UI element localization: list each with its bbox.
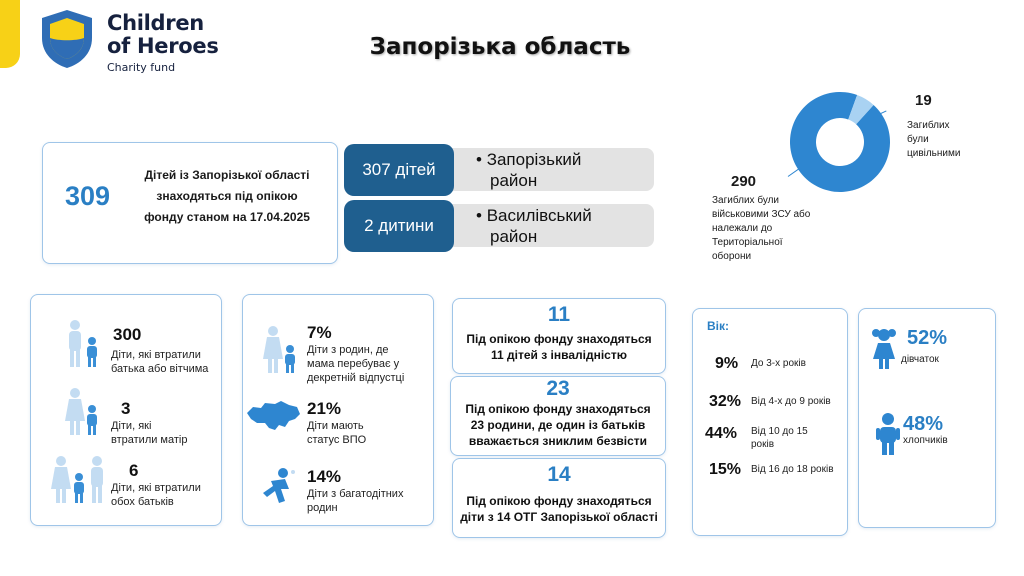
desc-line: втратили матір bbox=[111, 434, 188, 446]
desc-line: декретній відпустці bbox=[307, 372, 405, 384]
mother-child-icon bbox=[261, 325, 301, 375]
lost-father-number: 300 bbox=[113, 325, 142, 344]
lost-mother-desc bbox=[111, 419, 187, 447]
family-status-card bbox=[242, 294, 434, 526]
communities-number: 14 bbox=[547, 463, 571, 486]
civil-label bbox=[907, 119, 960, 161]
age-pct-1: 32% bbox=[709, 393, 742, 410]
logo-line-2: of Heroes bbox=[107, 34, 219, 58]
civil-number: 19 bbox=[915, 92, 932, 109]
age-pct-0: 9% bbox=[715, 355, 739, 372]
civil-label-line: цивільними bbox=[907, 148, 961, 159]
both-parents-child-icon bbox=[51, 455, 111, 505]
district-2-name-box bbox=[440, 204, 654, 247]
donut-military-segment bbox=[790, 92, 890, 192]
military-label-line: військовими ЗСУ або bbox=[712, 209, 811, 220]
summary-text bbox=[127, 165, 327, 228]
military-label-line: оборони bbox=[712, 251, 752, 262]
girl-icon bbox=[871, 327, 897, 369]
large-family-desc bbox=[307, 487, 403, 515]
text-line: Під опікою фонду знаходяться bbox=[466, 494, 652, 508]
boy-icon bbox=[875, 413, 901, 455]
ukraine-map-icon bbox=[245, 399, 301, 435]
military-label-line: Територіальної bbox=[712, 237, 783, 248]
desc-line: Діти, які втратили bbox=[111, 349, 201, 361]
civil-label-line: були bbox=[907, 134, 929, 145]
district-1-count: 307 дітей bbox=[344, 144, 454, 196]
desc-line: Діти, які bbox=[111, 420, 152, 432]
military-number: 290 bbox=[731, 173, 757, 190]
disability-text bbox=[453, 331, 665, 363]
civil-label-line: Загиблих bbox=[907, 120, 950, 131]
age-title: Вік: bbox=[707, 319, 730, 333]
summary-number: 309 bbox=[65, 181, 111, 211]
lost-both-desc bbox=[111, 481, 201, 509]
text-line: 23 родини, де один із батьків bbox=[470, 418, 646, 432]
idp-status-pct: 21% bbox=[307, 399, 342, 418]
summary-text-line: фонду станом на 17.04.2025 bbox=[144, 210, 310, 224]
lost-father-desc bbox=[111, 348, 208, 376]
text-line: 11 дітей з інвалідністю bbox=[491, 348, 627, 362]
summary-text-line: знаходяться під опікою bbox=[156, 189, 298, 203]
military-label-line: Загиблих були bbox=[712, 195, 780, 206]
desc-line: Діти мають bbox=[307, 420, 364, 432]
communities-text bbox=[453, 493, 665, 525]
desc-line: Діти з багатодітних bbox=[307, 488, 404, 500]
age-label-line: років bbox=[751, 439, 775, 450]
lost-parents-card bbox=[30, 294, 222, 526]
text-line: Під опікою фонду знаходяться bbox=[466, 332, 652, 346]
summary-text-line: Дітей із Запорізької області bbox=[144, 168, 310, 182]
disability-card bbox=[452, 298, 666, 374]
desc-line: Діти з родин, де bbox=[307, 344, 389, 356]
district-2-count: 2 дитини bbox=[344, 200, 454, 252]
missing-parent-card bbox=[450, 376, 666, 456]
district-name-line: Запорізький bbox=[486, 150, 582, 169]
missing-parent-number: 23 bbox=[546, 377, 570, 400]
age-label-0: До 3-х років bbox=[751, 358, 806, 369]
age-label-2 bbox=[751, 425, 808, 451]
girls-label: дівчаток bbox=[901, 354, 939, 365]
age-card bbox=[692, 308, 848, 536]
maternity-leave-desc bbox=[307, 343, 404, 385]
text-line: Під опікою фонду знаходяться bbox=[465, 402, 651, 416]
age-pct-2: 44% bbox=[705, 425, 738, 442]
district-name-line: район bbox=[490, 171, 538, 190]
running-child-icon bbox=[259, 467, 299, 507]
desc-line: обох батьків bbox=[111, 496, 174, 508]
page-title: Запорізька область bbox=[369, 34, 631, 60]
lost-both-number: 6 bbox=[129, 461, 139, 480]
logo-line-1: Children bbox=[107, 11, 204, 35]
missing-parent-text bbox=[451, 401, 665, 449]
communities-card bbox=[452, 458, 666, 538]
desc-line: мама перебуває у bbox=[307, 358, 400, 370]
district-1-name-box bbox=[440, 148, 654, 191]
district-2-name bbox=[476, 205, 592, 247]
age-label-line: Від 10 до 15 bbox=[751, 426, 808, 437]
father-child-icon bbox=[61, 319, 103, 369]
idp-status-desc bbox=[307, 419, 366, 447]
district-1-name bbox=[476, 149, 581, 191]
district-name-line: район bbox=[490, 227, 538, 246]
age-label-1: Від 4-х до 9 років bbox=[751, 396, 831, 407]
bullet-icon: • bbox=[476, 206, 487, 225]
text-line: вважається зниклим безвісти bbox=[468, 434, 648, 448]
disability-number: 11 bbox=[547, 303, 571, 326]
boys-pct: 48% bbox=[903, 413, 944, 435]
age-label-3: Від 16 до 18 років bbox=[751, 464, 834, 475]
logo-subtitle: Charity fund bbox=[107, 61, 176, 74]
military-label-line: належали до bbox=[712, 223, 773, 234]
military-label bbox=[712, 194, 810, 264]
boys-label: хлопчиків bbox=[903, 435, 948, 446]
age-pct-3: 15% bbox=[709, 461, 742, 478]
text-line: діти з 14 ОТГ Запорізької області bbox=[460, 510, 658, 524]
large-family-pct: 14% bbox=[307, 467, 342, 486]
summary-card bbox=[42, 142, 338, 264]
casualties-donut-chart bbox=[786, 88, 894, 196]
lost-mother-number: 3 bbox=[121, 399, 131, 418]
district-name-line: Василівський bbox=[486, 206, 592, 225]
desc-line: Діти, які втратили bbox=[111, 482, 201, 494]
desc-line: батька або вітчима bbox=[111, 363, 209, 375]
mother-child-icon bbox=[61, 387, 103, 437]
gender-card bbox=[858, 308, 996, 528]
girls-pct: 52% bbox=[907, 327, 948, 349]
desc-line: статус ВПО bbox=[307, 434, 367, 446]
desc-line: родин bbox=[307, 502, 338, 514]
maternity-leave-pct: 7% bbox=[307, 323, 332, 342]
bullet-icon: • bbox=[476, 150, 487, 169]
